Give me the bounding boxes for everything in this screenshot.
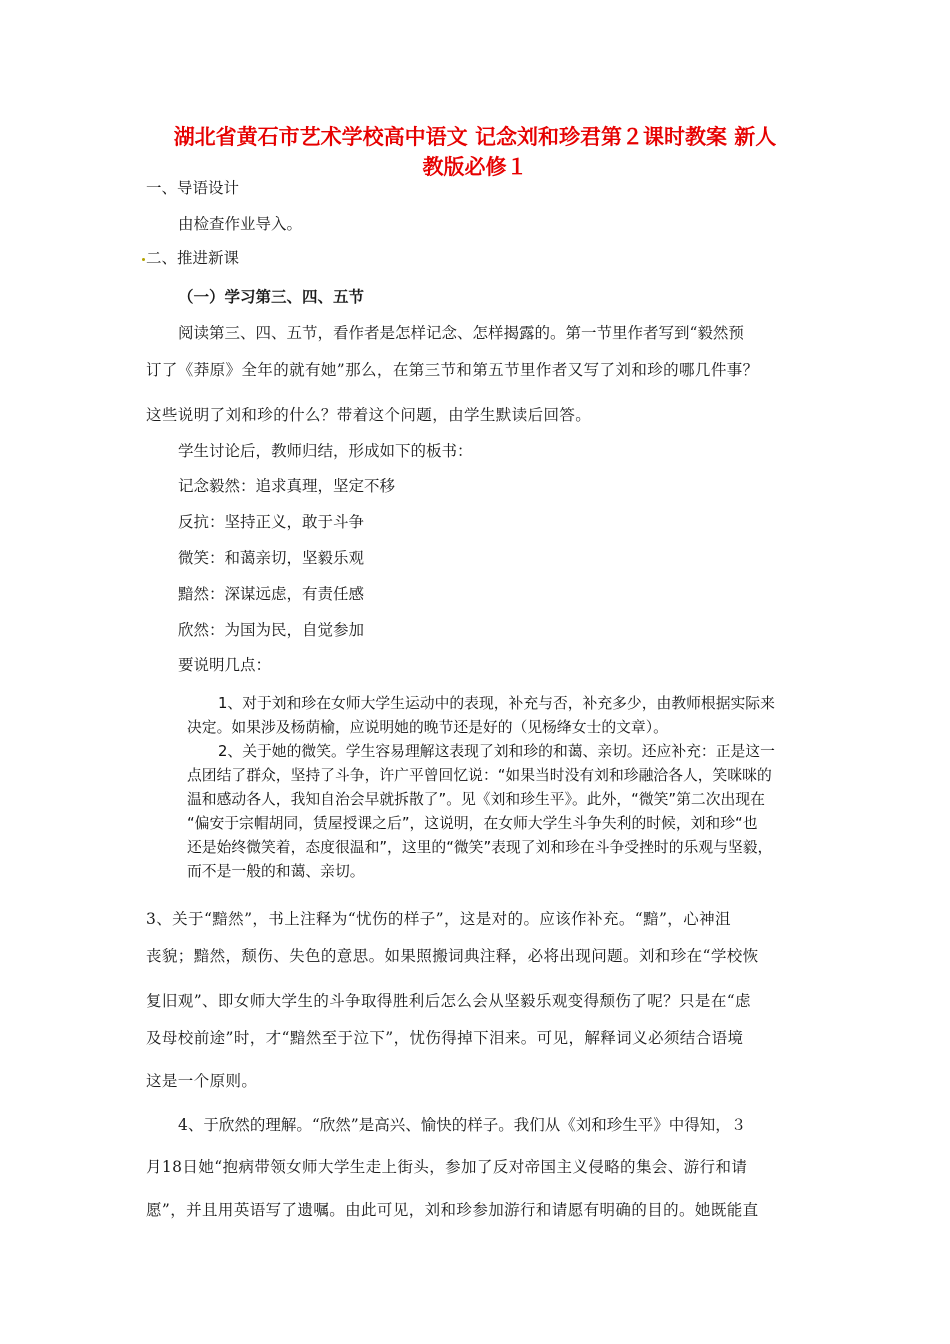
point-4-line: 愿”，并且用英语写了遗嘱。由此可见，刘和珍参加游行和请愿有明确的目的。她既能直 xyxy=(146,1201,759,1219)
scanned-note-line: 温和感动各人，我知自治会早就拆散了”。见《刘和珍生平》。此外，“微笑”第二次出现在 xyxy=(187,791,765,808)
scanned-note-line: 决定。如果涉及杨荫榆，应说明她的晚节还是好的（见杨绛女士的文章）。 xyxy=(187,719,668,736)
board-item: 反抗：坚持正义，敢于斗争 xyxy=(178,513,365,531)
margin-mark xyxy=(142,258,145,261)
section-1-text: 由检查作业导入。 xyxy=(178,215,303,233)
scanned-note-line: 2、关于她的微笑。学生容易理解这表现了刘和珍的和蔼、亲切。还应补充：正是这一 xyxy=(218,743,775,760)
scanned-note-line: 还是始终微笑着，态度很温和”，这里的“微笑”表现了刘和珍在斗争受挫时的乐观与坚毅， xyxy=(187,839,773,856)
intro-paragraph-line: 这些说明了刘和珍的什么？带着这个问题，由学生默读后回答。 xyxy=(146,406,592,424)
section-2-heading: 二、推进新课 xyxy=(146,249,240,267)
board-item: 记念毅然：追求真理，坚定不移 xyxy=(178,477,396,495)
point-3-line: 丧貌；黯然，颓伤、失色的意思。如果照搬词典注释，必将出现问题。刘和珍在“学校恢 xyxy=(146,947,759,965)
section-1-heading: 一、导语设计 xyxy=(146,179,240,197)
board-item: 微笑：和蔼亲切，坚毅乐观 xyxy=(178,549,365,567)
board-item: 黯然：深谋远虑，有责任感 xyxy=(178,585,365,603)
scanned-note-line: 1、对于刘和珍在女师大学生运动中的表现，补充与否，补充多少，由教师根据实际来 xyxy=(218,695,775,712)
point-3-line: 及母校前途”时，才“黯然至于泣下”，忧伤得掉下泪来。可见，解释词义必须结合语境 xyxy=(146,1029,744,1047)
board-item: 欣然：为国为民，自觉参加 xyxy=(178,621,365,639)
notes-intro: 要说明几点： xyxy=(178,656,272,674)
subsection-1-heading: （一）学习第三、四、五节 xyxy=(178,287,365,306)
scanned-note-line: 点团结了群众，坚持了斗争，许广平曾回忆说：“如果当时没有刘和珍融洽各人，笑咪咪的 xyxy=(187,767,772,784)
intro-paragraph-line: 订了《莽原》全年的就有她”那么，在第三节和第五节里作者又写了刘和珍的哪几件事？ xyxy=(146,361,759,379)
point-4-line: 4、于欣然的理解。“欣然”是高兴、愉快的样子。我们从《刘和珍生平》中得知，３ xyxy=(178,1116,747,1134)
board-intro: 学生讨论后，教师归结，形成如下的板书： xyxy=(178,442,473,460)
intro-paragraph-line: 阅读第三、四、五节，看作者是怎样记念、怎样揭露的。第一节里作者写到“毅然预 xyxy=(178,324,744,342)
scanned-note-line: “偏安于宗帽胡同，赁屋授课之后”，这说明，在女师大学生斗争失利的时候，刘和珍“也 xyxy=(187,815,758,832)
point-4-line: 月18日她“抱病带领女师大学生走上街头，参加了反对帝国主义侵略的集会、游行和请 xyxy=(146,1158,748,1176)
scanned-note-line: 而不是一般的和蔼、亲切。 xyxy=(187,863,365,880)
point-3-line: 复旧观”、即女师大学生的斗争取得胜利后怎么会从坚毅乐观变得颓伤了呢？只是在“虑 xyxy=(146,992,751,1010)
document-title-line-1: 湖北省黄石市艺术学校高中语文 记念刘和珍君第２课时教案 新人 xyxy=(173,125,777,149)
point-3-line: 这是一个原则。 xyxy=(146,1072,258,1090)
point-3-line: 3、关于“黯然”，书上注释为“忧伤的样子”，这是对的。应该作补充。“黯”，心神沮 xyxy=(146,910,731,928)
document-title-line-2: 教版必修１ xyxy=(422,155,528,179)
